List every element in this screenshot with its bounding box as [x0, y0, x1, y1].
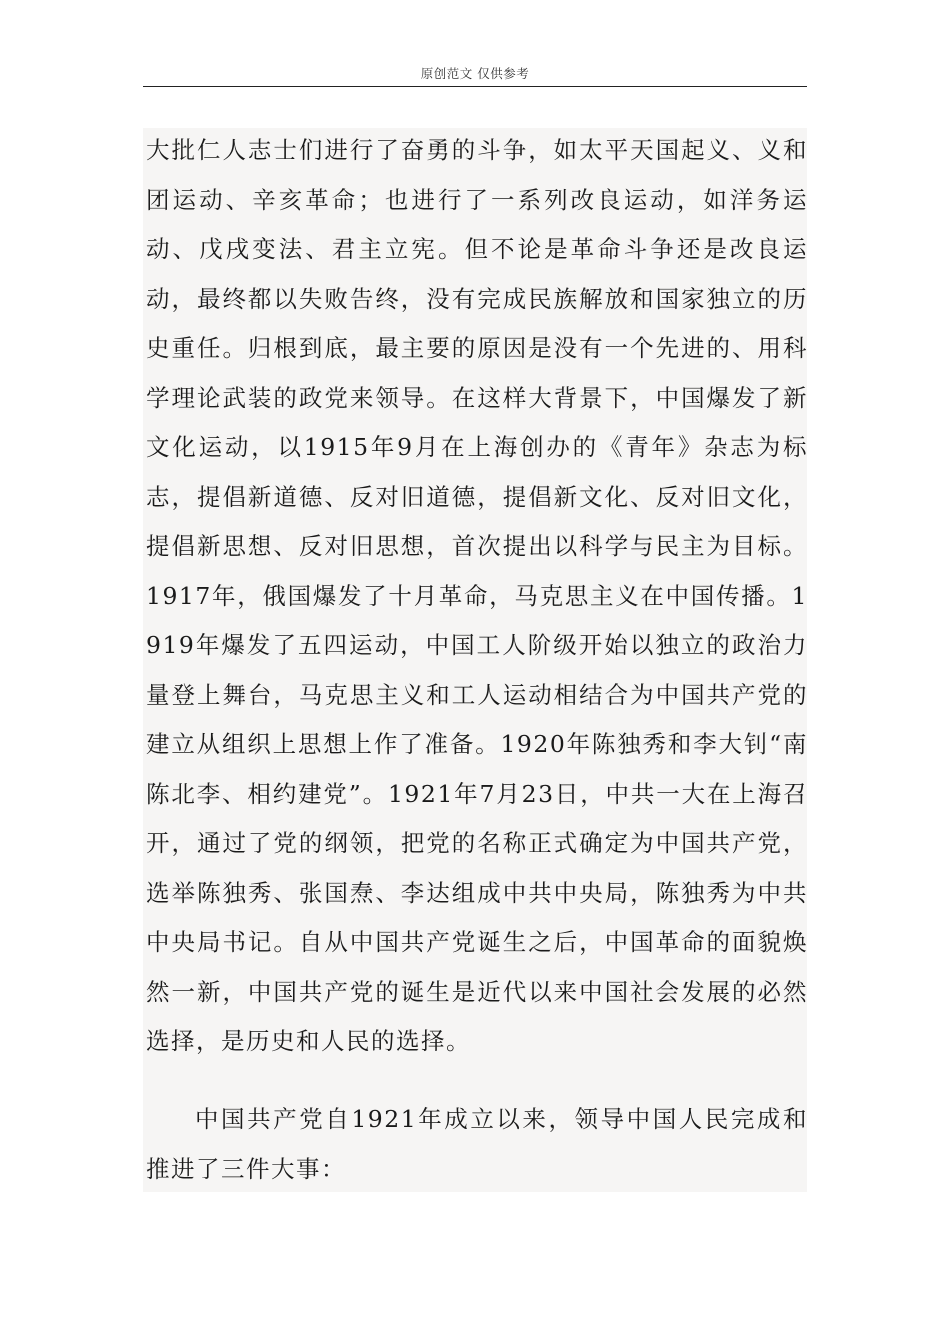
body-paragraph: 中国共产党自1921年成立以来，领导中国人民完成和推进了三件大事： — [146, 1105, 808, 1183]
page-header — [143, 62, 807, 87]
header-text: 原创范文 仅供参考 — [420, 66, 530, 81]
body-paragraph: 大批仁人志士们进行了奋勇的斗争，如太平天国起义、义和团运动、辛亥革命；也进行了一系列改良运动，如洋务运动、戊戌变法、君主立宪。但不论是革命斗争还是改良运动，最终都以失败告终，没有完成民族解放和国家独立的历史重任。归根到底，最主要的原因是没有一个先进的、用科学理论武装的政党来领导。在这样大背景下，中国爆发了新文化运动，以1915年9月在上海创办的《青年》杂志为标志，提倡新道德、反对旧道德，提倡新文化、反对旧文化，提倡新思想、反对旧思想，首次提出以科学与民主为目标。1917年，俄国爆发了十月革命，马克思主义在中国传播。1919年爆发了五四运动，中国工人阶级开始以独立的政治力量登上舞台，马克思主义和工人运动相结合为中国共产党的建立从组织上思想上作了准备。1920年陈独秀和李大钊“南陈北李、相约建党”。1921年7月23日，中共一大在上海召开，通过了党的纲领，把党的名称正式确定为中国共产党，选举陈独秀、张国焘、李达组成中共中央局，陈独秀为中共中央局书记。自从中国共产党诞生之后，中国革命的面貌焕然一新，中国共产党的诞生是近代以来中国社会发展的必然选择，是历史和人民的选择。 — [146, 136, 808, 1055]
